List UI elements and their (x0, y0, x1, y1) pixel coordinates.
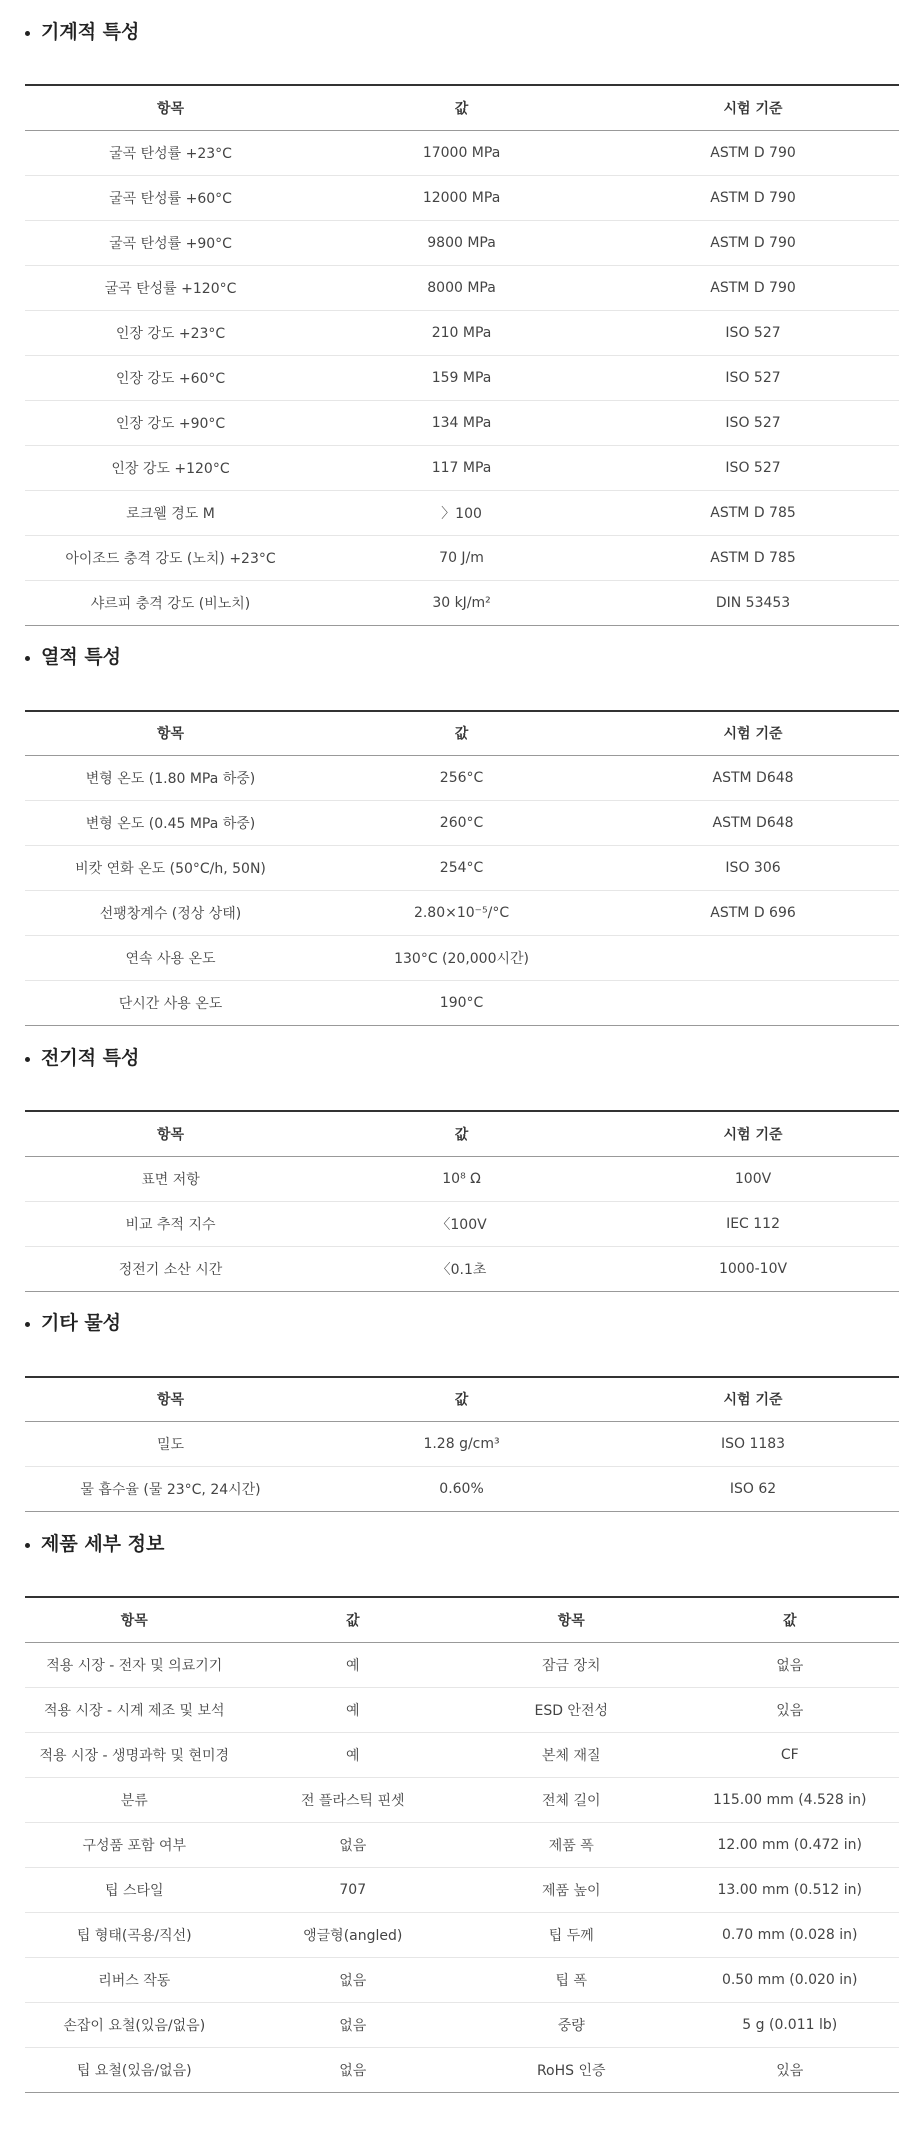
column-header: 항목 (156, 1392, 185, 1409)
table-cell: ASTM D 790 (607, 175, 899, 220)
table-row (25, 1687, 899, 1732)
table-cell: 비교 추적 지수 (25, 1201, 316, 1246)
table-row (25, 580, 899, 625)
column-header: 시험 기준 (723, 726, 783, 743)
table-cell: 13.00 mm (0.512 in) (681, 1867, 900, 1912)
table-cell: 굴곡 탄성률 +120°C (25, 265, 316, 310)
table-row (25, 1912, 899, 1957)
table-row (25, 2002, 899, 2047)
table-cell: ISO 527 (607, 355, 899, 400)
table-cell: 있음 (681, 1687, 900, 1732)
table-cell: 물 흡수율 (물 23°C, 24시간) (25, 1467, 316, 1512)
column-header: 항목 (156, 1126, 185, 1143)
table-cell: 연속 사용 온도 (25, 936, 316, 981)
table-cell: 구성품 포함 여부 (25, 1822, 244, 1867)
table-cell: 2.80×10⁻⁵/°C (316, 891, 607, 936)
table-cell: 굴곡 탄성률 +23°C (25, 130, 316, 175)
table-row (25, 846, 899, 891)
table-row (25, 1777, 899, 1822)
table-cell: 0.70 mm (0.028 in) (681, 1912, 900, 1957)
table-cell: RoHS 인증 (462, 2047, 681, 2092)
electrical-section (25, 1026, 899, 1292)
bullet-icon (25, 1322, 30, 1327)
table-row (25, 1732, 899, 1777)
column-header: 항목 (557, 1612, 585, 1629)
section-heading: 열적 특성 (41, 646, 122, 668)
product-details-table (25, 1596, 899, 2093)
table-cell: ESD 안전성 (462, 1687, 681, 1732)
table-row (25, 355, 899, 400)
column-header: 값 (782, 1612, 797, 1629)
bullet-icon (25, 1057, 30, 1062)
table-cell: ASTM D 785 (607, 490, 899, 535)
table-cell: 있음 (681, 2047, 900, 2092)
table-cell: ASTM D 785 (607, 535, 899, 580)
electrical-table (25, 1110, 899, 1292)
table-cell: 변형 온도 (1.80 MPa 하중) (25, 756, 316, 801)
table-cell: 잠금 장치 (462, 1642, 681, 1687)
thermal-section (25, 626, 899, 1027)
mechanical-section-title (25, 0, 899, 60)
table-cell (607, 936, 899, 981)
table-row (25, 2047, 899, 2092)
table-cell: 팁 두께 (462, 1912, 681, 1957)
table-cell: 100V (607, 1156, 899, 1201)
table-cell: ISO 62 (607, 1467, 899, 1512)
table-cell (607, 981, 899, 1026)
table-row (25, 400, 899, 445)
table-row (25, 1957, 899, 2002)
table-cell: 인장 강도 +60°C (25, 355, 316, 400)
table-cell: ASTM D 790 (607, 130, 899, 175)
table-row (25, 175, 899, 220)
table-row (25, 1156, 899, 1201)
table-cell: 밀도 (25, 1422, 316, 1467)
table-cell: ISO 527 (607, 310, 899, 355)
table-header-row (25, 711, 899, 756)
bullet-icon (25, 1543, 30, 1548)
table-cell: 없음 (244, 1957, 463, 2002)
table-cell: 8000 MPa (316, 265, 607, 310)
table-row (25, 1642, 899, 1687)
table-cell: 260°C (316, 801, 607, 846)
column-header: 시험 기준 (723, 1126, 783, 1143)
table-cell: 256°C (316, 756, 607, 801)
table-cell: 적용 시장 - 시계 제조 및 보석 (25, 1687, 244, 1732)
column-header: 시험 기준 (723, 1392, 783, 1409)
table-cell: 단시간 사용 온도 (25, 981, 316, 1026)
table-cell: 리버스 작동 (25, 1957, 244, 2002)
table-cell: 210 MPa (316, 310, 607, 355)
table-cell: ISO 527 (607, 445, 899, 490)
table-cell: ASTM D 696 (607, 891, 899, 936)
table-cell: 굴곡 탄성률 +60°C (25, 175, 316, 220)
table-cell: ASTM D 790 (607, 220, 899, 265)
table-cell: 12.00 mm (0.472 in) (681, 1822, 900, 1867)
table-cell: 130°C (20,000시간) (316, 936, 607, 981)
column-header: 값 (454, 1126, 469, 1143)
table-row (25, 756, 899, 801)
table-cell: 샤르피 충격 강도 (비노치) (25, 580, 316, 625)
bullet-icon (25, 31, 30, 36)
table-cell: ISO 1183 (607, 1422, 899, 1467)
table-cell: 제품 높이 (462, 1867, 681, 1912)
table-row (25, 1201, 899, 1246)
table-cell: DIN 53453 (607, 580, 899, 625)
table-cell: 〈100V (316, 1201, 607, 1246)
table-row (25, 310, 899, 355)
table-row (25, 1467, 899, 1512)
table-cell: 적용 시장 - 전자 및 의료기기 (25, 1642, 244, 1687)
table-cell: 앵글형(angled) (244, 1912, 463, 1957)
table-header-row (25, 1377, 899, 1422)
table-cell: 9800 MPa (316, 220, 607, 265)
table-cell: CF (681, 1732, 900, 1777)
thermal-table (25, 710, 899, 1027)
section-heading: 제품 세부 정보 (41, 1532, 165, 1555)
table-cell: 굴곡 탄성률 +90°C (25, 220, 316, 265)
table-cell: 1.28 g/cm³ (316, 1422, 607, 1467)
table-row (25, 535, 899, 580)
column-header: 시험 기준 (723, 100, 783, 117)
table-cell: 〈0.1초 (316, 1246, 607, 1291)
section-heading: 전기적 특성 (41, 1046, 140, 1069)
table-header-row (25, 1597, 899, 1642)
table-row (25, 220, 899, 265)
table-cell: 5 g (0.011 lb) (681, 2002, 900, 2047)
table-cell: 적용 시장 - 생명과학 및 현미경 (25, 1732, 244, 1777)
bullet-icon (25, 656, 30, 661)
table-cell: ISO 527 (607, 400, 899, 445)
table-cell: 0.60% (316, 1467, 607, 1512)
table-cell: ASTM D 790 (607, 265, 899, 310)
column-header: 항목 (156, 100, 185, 117)
table-cell: 표면 저항 (25, 1156, 316, 1201)
table-cell: 로크웰 경도 M (25, 490, 316, 535)
table-row (25, 1867, 899, 1912)
table-cell: 손잡이 요철(있음/없음) (25, 2002, 244, 2047)
table-cell: 70 J/m (316, 535, 607, 580)
table-cell: 정전기 소산 시간 (25, 1246, 316, 1291)
table-cell: 159 MPa (316, 355, 607, 400)
table-cell: 팁 스타일 (25, 1867, 244, 1912)
table-cell: 팁 요철(있음/없음) (25, 2047, 244, 2092)
table-cell: ISO 306 (607, 846, 899, 891)
table-cell: 0.50 mm (0.020 in) (681, 1957, 900, 2002)
table-cell: IEC 112 (607, 1201, 899, 1246)
table-cell: 아이조드 충격 강도 (노치) +23°C (25, 535, 316, 580)
table-cell: 1000-10V (607, 1246, 899, 1291)
table-cell: 117 MPa (316, 445, 607, 490)
column-header: 값 (345, 1612, 360, 1629)
table-cell: 전 플라스틱 핀셋 (244, 1777, 463, 1822)
column-header: 항목 (120, 1612, 148, 1629)
table-cell: 전체 길이 (462, 1777, 681, 1822)
table-row (25, 936, 899, 981)
table-cell: 254°C (316, 846, 607, 891)
section-heading: 기타 물성 (41, 1312, 122, 1334)
table-row (25, 445, 899, 490)
table-cell: 비캇 연화 온도 (50°C/h, 50N) (25, 846, 316, 891)
table-cell: 없음 (244, 2002, 463, 2047)
other-section-title (25, 1292, 899, 1352)
table-cell: 선팽창계수 (정상 상태) (25, 891, 316, 936)
table-row (25, 891, 899, 936)
thermal-section-title (25, 626, 899, 686)
column-header: 값 (454, 1392, 469, 1409)
other-section (25, 1292, 899, 1513)
table-cell: 10⁸ Ω (316, 1156, 607, 1201)
table-cell: 분류 (25, 1777, 244, 1822)
section-heading: 기계적 특성 (41, 20, 140, 43)
product-details-section-title (25, 1512, 899, 1572)
table-cell: 없음 (244, 2047, 463, 2092)
table-cell: 707 (244, 1867, 463, 1912)
column-header: 항목 (156, 726, 185, 743)
table-row (25, 490, 899, 535)
column-header: 값 (454, 100, 469, 117)
mechanical-section (25, 0, 899, 626)
table-cell: 인장 강도 +90°C (25, 400, 316, 445)
table-cell: 없음 (681, 1642, 900, 1687)
table-header-row (25, 85, 899, 130)
mechanical-table (25, 84, 899, 626)
table-cell: 팁 형태(곡용/직선) (25, 1912, 244, 1957)
table-cell: ASTM D648 (607, 756, 899, 801)
table-cell: 인장 강도 +23°C (25, 310, 316, 355)
table-row (25, 1822, 899, 1867)
table-cell: 134 MPa (316, 400, 607, 445)
table-row (25, 1422, 899, 1467)
table-row (25, 130, 899, 175)
table-cell: 인장 강도 +120°C (25, 445, 316, 490)
table-cell: 예 (244, 1732, 463, 1777)
table-row (25, 1246, 899, 1291)
table-cell: 〉100 (316, 490, 607, 535)
table-cell: 예 (244, 1687, 463, 1732)
table-cell: 115.00 mm (4.528 in) (681, 1777, 900, 1822)
table-cell: 30 kJ/m² (316, 580, 607, 625)
table-cell: 17000 MPa (316, 130, 607, 175)
table-cell: 팁 폭 (462, 1957, 681, 2002)
table-row (25, 801, 899, 846)
table-cell: 예 (244, 1642, 463, 1687)
table-header-row (25, 1111, 899, 1156)
table-cell: 190°C (316, 981, 607, 1026)
other-table (25, 1376, 899, 1513)
electrical-section-title (25, 1026, 899, 1086)
table-row (25, 981, 899, 1026)
table-cell: 없음 (244, 1822, 463, 1867)
table-cell: 중량 (462, 2002, 681, 2047)
table-cell: ASTM D648 (607, 801, 899, 846)
table-cell: 제품 폭 (462, 1822, 681, 1867)
column-header: 값 (454, 726, 469, 743)
table-cell: 12000 MPa (316, 175, 607, 220)
table-row (25, 265, 899, 310)
table-cell: 변형 온도 (0.45 MPa 하중) (25, 801, 316, 846)
product-details-section (25, 1512, 899, 2093)
table-cell: 본체 재질 (462, 1732, 681, 1777)
